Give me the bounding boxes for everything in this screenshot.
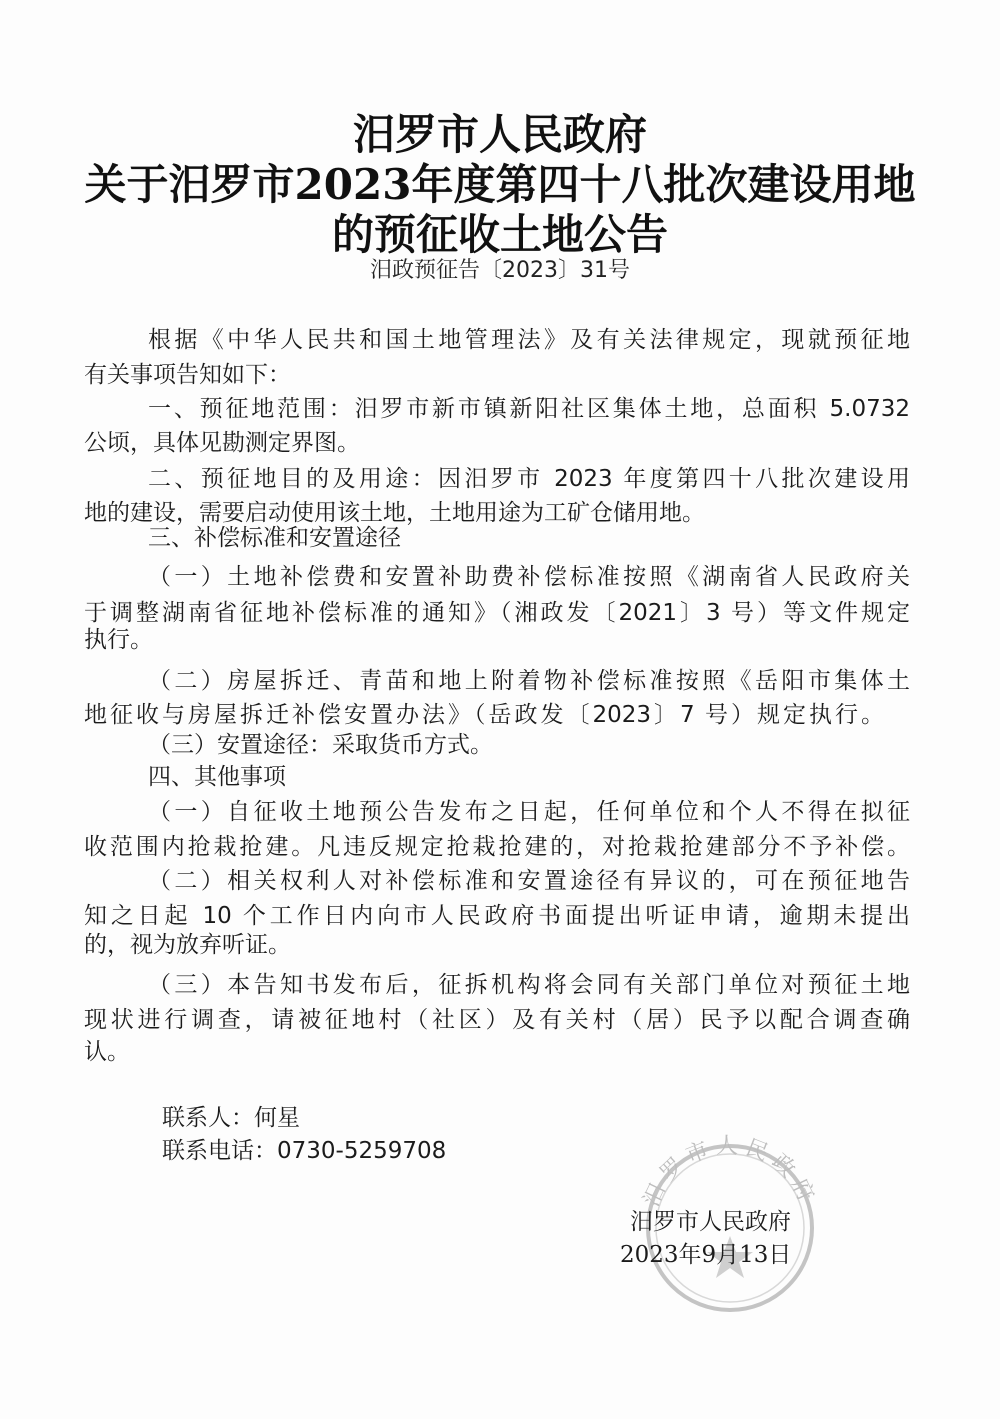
section2-line-2: 地的建设，需要启动使用该土地，土地用途为工矿仓储用地。 [84,500,705,526]
section4-1-line-1: （一）自征收土地预公告发布之日起，任何单位和个人不得在拟征 [148,799,910,825]
section1-line-2: 公顷，具体见勘测定界图。 [84,430,360,456]
document-number: 汨政预征告〔2023〕31号 [370,258,630,283]
section4-3-line-3: 认。 [84,1039,130,1065]
section3-heading: 三、补偿标准和安置途径 [148,525,401,551]
title-line-3: 的预征收土地公告 [331,210,668,259]
section4-1-line-2: 收范围内抢栽抢建。凡违反规定抢栽抢建的，对抢栽抢建部分不予补偿。 [84,834,910,860]
signoff-date: 2023年9月13日 [620,1242,792,1268]
section4-3-line-1: （三）本告知书发布后，征拆机构将会同有关部门单位对预征土地 [148,972,910,998]
section3-3-line-1: （三）安置途径：采取货币方式。 [148,732,493,758]
section3-2-line-1: （二）房屋拆迁、青苗和地上附着物补偿标准按照《岳阳市集体土 [148,668,910,694]
section4-2-line-1: （二）相关权利人对补偿标准和安置途径有异议的，可在预征地告 [148,868,910,894]
intro-line-2: 有关事项告知如下： [84,362,291,388]
section4-3-line-2: 现状进行调查，请被征地村（社区）及有关村（居）民予以配合调查确 [84,1007,910,1033]
svg-text:汨罗市人民政府 [639,1134,821,1211]
section3-1-line-2: 于调整湖南省征地补偿标准的通知》（湘政发〔2021〕3 号）等文件规定 [84,600,910,626]
section4-2-line-3: 的，视为放弃听证。 [84,932,291,958]
intro-line-1: 根据《中华人民共和国土地管理法》及有关法律规定，现就预征地 [148,327,910,353]
seal-text: 汨罗市人民政府 [639,1134,821,1211]
title-line-1: 汨罗市人民政府 [352,110,647,159]
signoff-issuer: 汨罗市人民政府 [630,1209,791,1235]
section3-1-line-3: 执行。 [84,627,153,653]
section4-2-line-2: 知之日起 10 个工作日内向市人民政府书面提出听证申请，逾期未提出 [84,903,910,929]
section3-1-line-1: （一）土地补偿费和安置补助费补偿标准按照《湖南省人民政府关 [148,564,910,590]
section3-2-line-2: 地征收与房屋拆迁补偿安置办法》（岳政发〔2023〕7 号）规定执行。 [84,702,884,728]
contact-phone: 联系电话：0730-5259708 [162,1138,447,1164]
contact-person: 联系人：何星 [162,1105,300,1131]
section2-line-1: 二、预征地目的及用途：因汨罗市 2023 年度第四十八批次建设用 [148,466,910,492]
section1-line-1: 一、预征地范围：汨罗市新市镇新阳社区集体土地，总面积 5.0732 [148,396,910,422]
section4-heading: 四、其他事项 [148,764,286,790]
title-line-2: 关于汨罗市2023年度第四十八批次建设用地 [84,160,916,209]
